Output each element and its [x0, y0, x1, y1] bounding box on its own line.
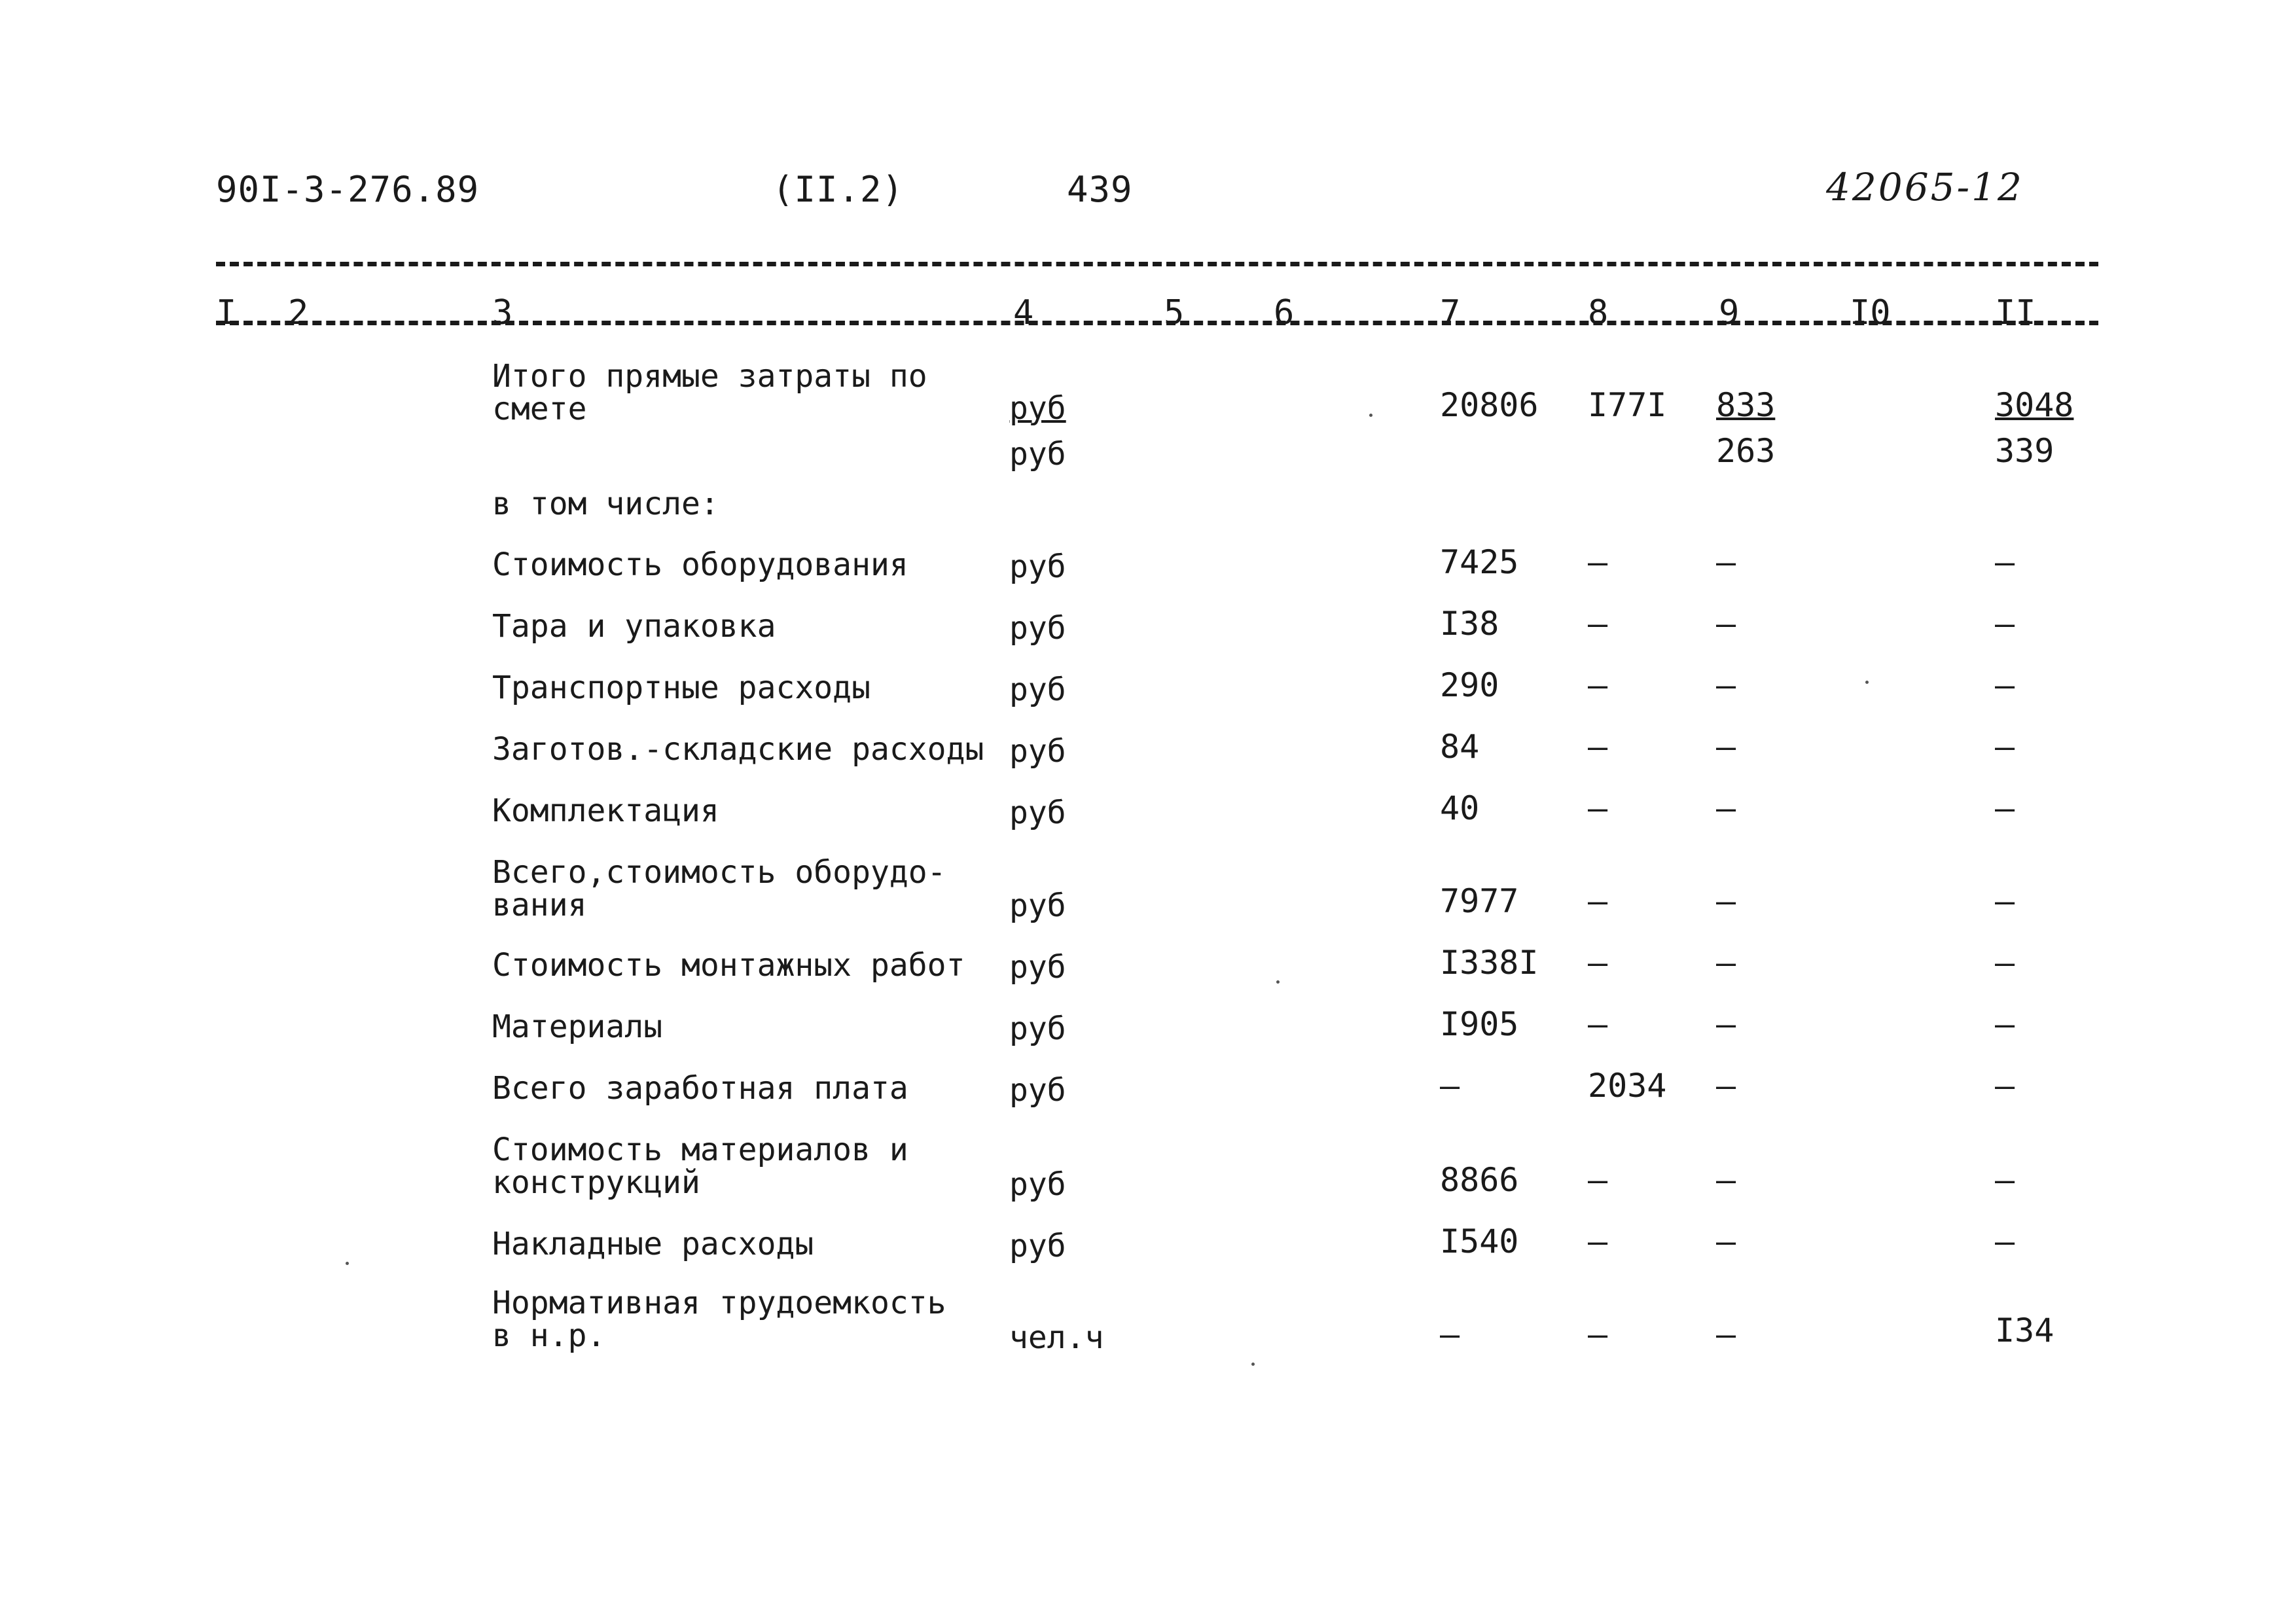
value-col8: –	[1588, 1005, 1608, 1043]
value-col7: I540	[1440, 1222, 1519, 1260]
label-line: Нормативная трудоемкость	[492, 1285, 946, 1321]
table-row-label: Стоимость оборудования	[492, 546, 908, 583]
value-col8: –	[1588, 728, 1608, 766]
column-number-5: 5	[1164, 293, 1185, 332]
value-col11: –	[1995, 543, 2015, 581]
value-col7: I905	[1440, 1005, 1519, 1043]
column-number-3: 3	[492, 293, 513, 332]
unit-cell: руб	[1009, 733, 1066, 770]
value-col9: –	[1716, 1005, 1736, 1043]
value-col11: I34	[1995, 1311, 2054, 1349]
label-line: в н.р.	[492, 1317, 606, 1354]
value-col8: –	[1588, 789, 1608, 827]
value-col8: I77I	[1588, 386, 1667, 424]
value-col11: 3048	[1995, 386, 2074, 424]
unit-cell: руб	[1009, 1228, 1066, 1264]
unit-cell: руб	[1009, 887, 1066, 924]
table-row-label: Тара и упаковка	[492, 608, 776, 645]
label-line: конструкций	[492, 1164, 700, 1201]
column-number-9: 9	[1719, 293, 1740, 332]
label-line: вания	[492, 887, 587, 923]
column-number-8: 8	[1588, 293, 1609, 332]
value-col7: 20806	[1440, 386, 1539, 424]
value-col9: –	[1716, 728, 1736, 766]
value-col7: 7977	[1440, 882, 1519, 920]
table-row-label: Комплектация	[492, 793, 719, 829]
table-row-label: Накладные расходы	[492, 1226, 814, 1262]
column-number-2: 2	[288, 293, 309, 332]
section-number: (II.2)	[772, 169, 905, 210]
value-col7: I38	[1440, 605, 1499, 643]
value-col9: –	[1716, 882, 1736, 920]
value-col9: –	[1716, 1315, 1736, 1353]
scan-speck	[1276, 980, 1280, 984]
value-col8: –	[1588, 1315, 1608, 1353]
value-col8: –	[1588, 543, 1608, 581]
unit-cell: руб	[1009, 390, 1066, 427]
value-col11: –	[1995, 728, 2015, 766]
column-number-11: II	[1995, 293, 2036, 332]
scan-speck	[1369, 414, 1372, 417]
value-col8: 2034	[1588, 1067, 1667, 1105]
unit-cell: руб	[1009, 1072, 1066, 1109]
value-col7: I338I	[1440, 944, 1539, 982]
value-col11: –	[1995, 1161, 2015, 1199]
label-line: Всего,стоимость оборудо-	[492, 854, 946, 891]
value-col11: –	[1995, 605, 2015, 643]
table-row-label	[492, 360, 927, 425]
value-col9: –	[1716, 1067, 1736, 1105]
value-col8: –	[1588, 944, 1608, 982]
scan-speck	[346, 1262, 349, 1265]
value-col9: –	[1716, 1222, 1736, 1260]
unit-cell: руб	[1009, 610, 1066, 647]
value-col9-sub: 263	[1716, 432, 1776, 470]
value-col8: –	[1588, 605, 1608, 643]
value-col7: 7425	[1440, 543, 1519, 581]
table-row-label	[492, 856, 946, 921]
table-row-label: Транспортные расходы	[492, 669, 870, 706]
table-row-label: Заготов.-складские расходы	[492, 731, 984, 768]
column-number-1: I	[216, 293, 237, 332]
value-col7: –	[1440, 1315, 1460, 1353]
value-col9: –	[1716, 666, 1736, 704]
value-col7: 8866	[1440, 1161, 1519, 1199]
table-row-label	[492, 1133, 908, 1199]
table-row-label: Всего заработная плата	[492, 1070, 908, 1107]
unit-cell: руб	[1009, 949, 1066, 986]
value-col9: –	[1716, 944, 1736, 982]
value-col11: –	[1995, 1067, 2015, 1105]
table-row-label: Стоимость монтажных работ	[492, 947, 965, 984]
document-code: 90I-3-276.89	[216, 169, 480, 210]
top-dashed-rule	[216, 262, 2098, 266]
scan-speck	[1251, 1363, 1255, 1366]
unit-cell: руб	[1009, 1166, 1066, 1203]
value-col8: –	[1588, 1222, 1608, 1260]
value-col8: –	[1588, 666, 1608, 704]
value-col11: –	[1995, 1005, 2015, 1043]
column-number-6: 6	[1274, 293, 1295, 332]
unit-cell: чел.ч	[1009, 1319, 1104, 1356]
scan-speck	[1865, 681, 1869, 684]
unit-cell-secondary: руб	[1009, 436, 1066, 473]
value-col7: 290	[1440, 666, 1499, 704]
value-col7: 40	[1440, 789, 1480, 827]
page-number: 439	[1067, 169, 1133, 210]
value-col9: 833	[1716, 386, 1776, 424]
value-col8: –	[1588, 1161, 1608, 1199]
label-line: Стоимость материалов и	[492, 1132, 908, 1168]
value-col9: –	[1716, 1161, 1736, 1199]
value-col11: –	[1995, 789, 2015, 827]
value-col7: –	[1440, 1067, 1460, 1105]
value-col11: –	[1995, 944, 2015, 982]
value-col9: –	[1716, 789, 1736, 827]
value-col9: –	[1716, 543, 1736, 581]
value-col11: –	[1995, 882, 2015, 920]
value-col8: –	[1588, 882, 1608, 920]
value-col11: –	[1995, 666, 2015, 704]
table-row-label	[492, 1287, 946, 1352]
value-col9: –	[1716, 605, 1736, 643]
column-number-4: 4	[1013, 293, 1034, 332]
subsection-label: в том числе:	[492, 486, 719, 522]
value-col7: 84	[1440, 728, 1480, 766]
unit-cell: руб	[1009, 548, 1066, 585]
table-row-label: Материалы	[492, 1008, 663, 1045]
value-col11: –	[1995, 1222, 2015, 1260]
unit-cell: руб	[1009, 794, 1066, 831]
column-number-7: 7	[1440, 293, 1461, 332]
label-line: Итого прямые затраты по	[492, 358, 927, 395]
column-number-10: I0	[1850, 293, 1891, 332]
unit-cell: руб	[1009, 1010, 1066, 1047]
value-col11-sub: 339	[1995, 432, 2054, 470]
handwritten-inventory-code: 42065-12	[1826, 165, 2024, 209]
unit-cell: руб	[1009, 671, 1066, 708]
label-line: смете	[492, 391, 587, 427]
